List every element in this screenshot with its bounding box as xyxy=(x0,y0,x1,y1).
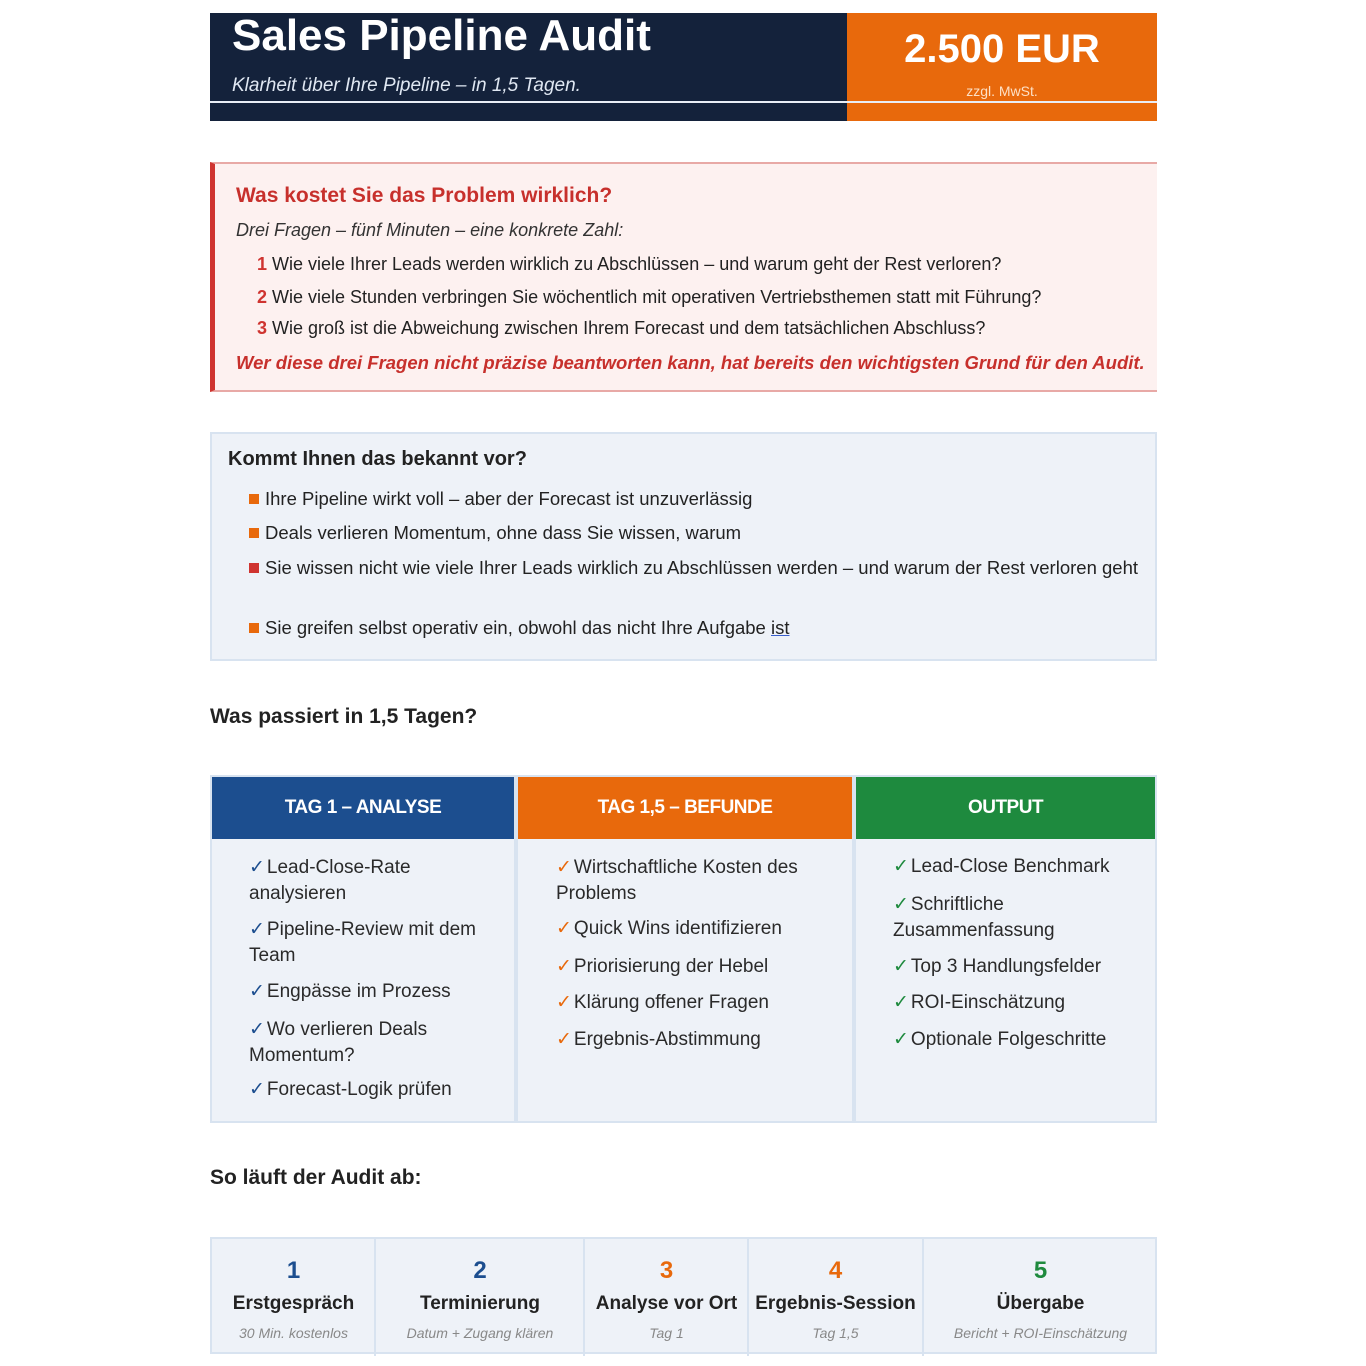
check-icon: ✓ xyxy=(556,857,572,878)
process-steps xyxy=(210,1237,1157,1354)
phase-item xyxy=(556,990,836,1016)
step-number: 4 xyxy=(828,1257,843,1284)
question-item xyxy=(257,318,985,339)
orange-square-bullet-icon xyxy=(249,494,259,504)
header-title-panel xyxy=(210,13,847,121)
phase-item xyxy=(893,892,1143,944)
phase-column-befunde xyxy=(516,775,854,1123)
phase-item-text: Wirtschaftliche Kosten des Problems xyxy=(556,857,798,904)
page-subtitle: Klarheit über Ihre Pipeline – in 1,5 Tagen. xyxy=(232,75,581,96)
phase-item-text: Lead-Close Benchmark xyxy=(910,856,1110,877)
phase-item-text: Top 3 Handlungsfelder xyxy=(910,956,1102,977)
process-step xyxy=(376,1239,584,1356)
phase-item xyxy=(893,854,1143,880)
phase-header: OUTPUT xyxy=(856,777,1155,839)
phase-item xyxy=(556,1027,836,1053)
problem-title: Was kostet Sie das Problem wirklich? xyxy=(236,184,613,207)
process-step xyxy=(749,1239,922,1356)
list-item-text: Sie greifen selbst operativ ein, obwohl das nicht Ihre Aufgabe xyxy=(265,617,766,638)
orange-square-bullet-icon xyxy=(249,528,259,538)
phase-item-text: Wo verlieren Deals Momentum? xyxy=(249,1019,428,1066)
phase-item-text: Engpässe im Prozess xyxy=(266,981,451,1002)
process-step xyxy=(924,1239,1157,1356)
phase-header: TAG 1 – ANALYSE xyxy=(212,777,514,839)
phase-column-output xyxy=(854,775,1157,1123)
red-square-bullet-icon xyxy=(249,563,259,573)
problem-conclusion: Wer diese drei Fragen nicht präzise beantworten kann, hat bereits den wichtigsten Grund für den Audit. xyxy=(236,352,1145,373)
phase-column-analyse xyxy=(210,775,516,1123)
check-icon: ✓ xyxy=(249,1019,265,1040)
list-item xyxy=(249,486,1139,512)
step-number: 2 xyxy=(473,1257,487,1284)
page-title: Sales Pipeline Audit xyxy=(232,11,651,60)
check-icon: ✓ xyxy=(249,1079,265,1100)
list-item xyxy=(249,615,1139,641)
check-icon: ✓ xyxy=(893,956,909,977)
header-banner xyxy=(210,13,1157,121)
step-label: Übergabe xyxy=(996,1293,1085,1314)
process-heading: So läuft der Audit ab: xyxy=(210,1166,422,1189)
days-heading: Was passiert in 1,5 Tagen? xyxy=(210,705,478,728)
list-item-text: Sie wissen nicht wie viele Ihrer Leads wirklich zu Abschlüssen werden – und warum der Rest verloren geht xyxy=(265,557,1139,578)
step-subtext: Tag 1,5 xyxy=(812,1325,859,1341)
question-text: Wie viele Ihrer Leads werden wirklich zu Abschlüssen – und warum geht der Rest verloren? xyxy=(272,254,1002,274)
list-item-text: Deals verlieren Momentum, ohne dass Sie wissen, warum xyxy=(265,522,742,543)
process-step xyxy=(212,1239,375,1356)
step-subtext: Datum + Zugang klären xyxy=(406,1325,554,1341)
question-item xyxy=(257,287,1041,308)
phase-item-text: Ergebnis-Abstimmung xyxy=(573,1029,761,1050)
step-label: Terminierung xyxy=(420,1293,540,1314)
phase-item xyxy=(249,979,499,1005)
phase-item xyxy=(556,954,836,980)
problem-box xyxy=(210,162,1157,392)
phase-item xyxy=(893,1027,1143,1053)
step-number: 3 xyxy=(659,1257,674,1284)
orange-square-bullet-icon xyxy=(249,623,259,633)
familiar-title: Kommt Ihnen das bekannt vor? xyxy=(228,448,527,470)
header-divider xyxy=(210,101,1157,103)
check-icon: ✓ xyxy=(893,856,909,877)
phase-item xyxy=(249,917,499,969)
phase-item-text: Pipeline-Review mit dem Team xyxy=(249,919,476,966)
phase-item-text: Forecast-Logik prüfen xyxy=(266,1079,452,1100)
step-subtext: Bericht + ROI-Einschätzung xyxy=(953,1325,1128,1341)
phase-item-text: Klärung offener Fragen xyxy=(573,992,769,1013)
question-text: Wie viele Stunden verbringen Sie wöchentlich mit operativen Vertriebsthemen statt mit Führung? xyxy=(272,287,1042,307)
phase-header: TAG 1,5 – BEFUNDE xyxy=(518,777,852,839)
check-icon: ✓ xyxy=(893,1029,909,1050)
familiar-box xyxy=(210,432,1157,661)
phase-item-text: Quick Wins identifizieren xyxy=(573,918,782,939)
question-number: 2 xyxy=(257,287,268,307)
phase-item-text: Lead-Close-Rate analysieren xyxy=(249,857,411,904)
check-icon: ✓ xyxy=(556,918,572,939)
check-icon: ✓ xyxy=(893,894,909,915)
step-label: Ergebnis-Session xyxy=(755,1293,916,1314)
question-number: 1 xyxy=(257,254,268,274)
problem-intro: Drei Fragen – fünf Minuten – eine konkrete Zahl: xyxy=(236,220,624,240)
check-icon: ✓ xyxy=(556,1029,572,1050)
list-item xyxy=(249,555,1139,581)
list-item-text: Ihre Pipeline wirkt voll – aber der Forecast ist unzuverlässig xyxy=(265,488,753,509)
phase-item xyxy=(249,1017,499,1069)
phases-table xyxy=(210,775,1157,1123)
question-number: 3 xyxy=(257,318,268,338)
phase-item-text: Priorisierung der Hebel xyxy=(573,956,769,977)
step-subtext: Tag 1 xyxy=(649,1325,684,1341)
price-panel xyxy=(847,13,1157,121)
check-icon: ✓ xyxy=(556,956,572,977)
step-number: 5 xyxy=(1033,1257,1048,1284)
phase-item-text: Schriftliche Zusammenfassung xyxy=(893,894,1055,941)
check-icon: ✓ xyxy=(249,919,265,940)
phase-item xyxy=(556,916,836,942)
question-item xyxy=(257,254,1001,275)
price-note: zzgl. MwSt. xyxy=(966,83,1038,99)
step-label: Erstgespräch xyxy=(232,1293,355,1314)
phase-item-text: ROI-Einschätzung xyxy=(910,992,1066,1013)
check-icon: ✓ xyxy=(249,857,265,878)
price-value: 2.500 EUR xyxy=(904,27,1100,71)
list-item-link-text: ist xyxy=(771,617,790,638)
check-icon: ✓ xyxy=(893,992,909,1013)
phase-item xyxy=(893,990,1143,1016)
step-number: 1 xyxy=(286,1257,301,1284)
check-icon: ✓ xyxy=(556,992,572,1013)
phase-item xyxy=(556,855,836,907)
phase-item xyxy=(249,855,499,907)
check-icon: ✓ xyxy=(249,981,265,1002)
question-text: Wie groß ist die Abweichung zwischen Ihrem Forecast und dem tatsächlichen Abschluss? xyxy=(272,318,986,338)
step-subtext: 30 Min. kostenlos xyxy=(239,1325,348,1341)
phase-item xyxy=(249,1077,499,1103)
process-step xyxy=(585,1239,748,1356)
step-label: Analyse vor Ort xyxy=(595,1293,738,1314)
list-item xyxy=(249,520,1139,546)
phase-item xyxy=(893,954,1143,980)
phase-item-text: Optionale Folgeschritte xyxy=(910,1029,1107,1050)
